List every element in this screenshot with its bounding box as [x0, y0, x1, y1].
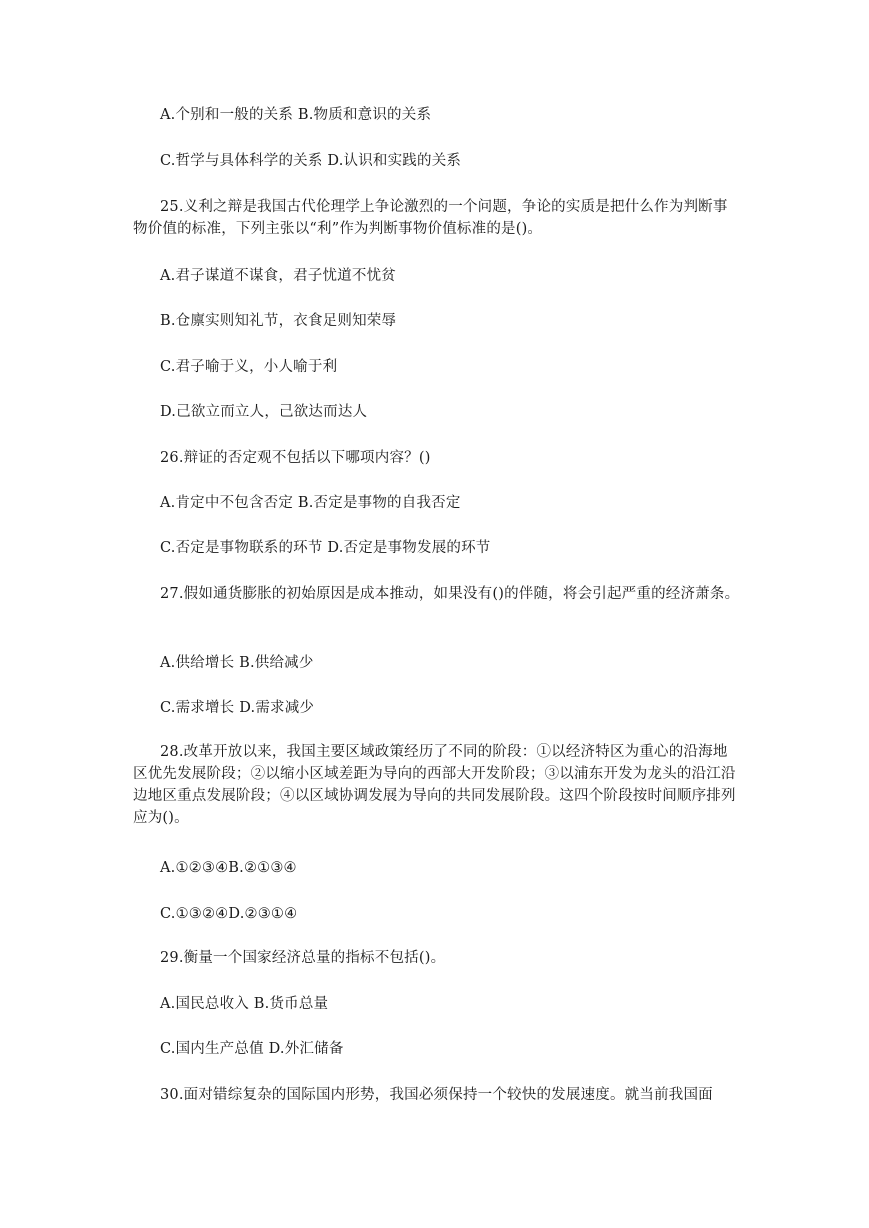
- option-line: A.个别和一般的关系 B.物质和意识的关系: [160, 107, 432, 123]
- option-line: C.哲学与具体科学的关系 D.认识和实践的关系: [160, 153, 462, 169]
- question-27: 27.假如通货膨胀的初始原因是成本推动，如果没有()的伴随，将会引起严重的经济萧条。: [160, 586, 740, 602]
- option-line: A.君子谋道不谋食，君子忧道不忧贫: [160, 268, 396, 284]
- question-29: 29.衡量一个国家经济总量的指标不包括()。: [160, 950, 446, 966]
- option-line: B.仓廪实则知礼节，衣食足则知荣辱: [160, 313, 397, 329]
- option-line: C.需求增长 D.需求减少: [160, 700, 315, 716]
- question-30: 30.面对错综复杂的国际国内形势，我国必须保持一个较快的发展速度。就当前我国面: [160, 1087, 713, 1103]
- option-line: C.①③②④D.②③①④: [160, 906, 298, 922]
- question-25: 25.义利之辩是我国古代伦理学上争论激烈的一个问题，争论的实质是把什么作为判断事物价值的标准，下列主张以“利”作为判断事物价值标准的是()。: [133, 199, 728, 237]
- option-line: A.肯定中不包含否定 B.否定是事物的自我否定: [160, 495, 461, 511]
- question-28: 28.改革开放以来，我国主要区域政策经历了不同的阶段：①以经济特区为重心的沿海地区优先发展阶段；②以缩小区域差距为导向的西部大开发阶段；③以浦东开发为龙头的沿江沿边地区重点发展阶段；④以区域协调发展为导向的共同发展阶段。这四个阶段按时间顺序排列应为()。: [133, 744, 736, 826]
- option-line: C.国内生产总值 D.外汇储备: [160, 1041, 344, 1057]
- option-line: A.供给增长 B.供给减少: [160, 655, 314, 671]
- option-line: D.己欲立而立人，己欲达而达人: [160, 404, 368, 420]
- option-line: A.国民总收入 B.货币总量: [160, 996, 329, 1012]
- option-line: C.否定是事物联系的环节 D.否定是事物发展的环节: [160, 540, 491, 556]
- option-line: C.君子喻于义，小人喻于利: [160, 359, 338, 375]
- question-26: 26.辩证的否定观不包括以下哪项内容？(): [160, 450, 431, 466]
- option-line: A.①②③④B.②①③④: [160, 860, 297, 876]
